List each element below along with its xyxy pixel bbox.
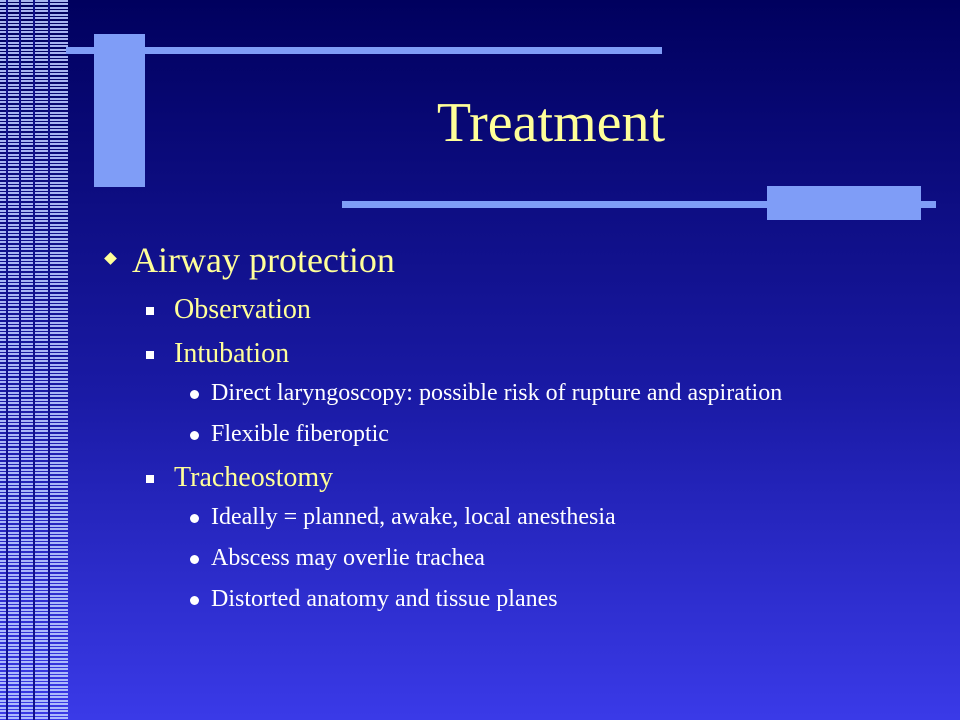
bullet-text: Airway protection xyxy=(132,240,395,280)
bullet-text: Tracheostomy xyxy=(174,462,334,493)
bullet-level3-abscess-overlie xyxy=(100,543,860,573)
top-decorative-block xyxy=(94,34,145,187)
diamond-bullet-icon xyxy=(104,252,117,265)
dot-bullet-icon xyxy=(190,390,199,399)
square-bullet-icon xyxy=(146,307,154,315)
bullet-level2-tracheostomy xyxy=(100,460,860,496)
bullet-level1-airway-protection xyxy=(100,236,860,284)
dot-bullet-icon xyxy=(190,431,199,440)
bullet-level3-distorted-anatomy xyxy=(100,584,860,614)
bullet-text: Direct laryngoscopy: possible risk of rupture and aspiration xyxy=(211,380,783,406)
square-bullet-icon xyxy=(146,475,154,483)
bullet-text: Flexible fiberoptic xyxy=(211,421,389,447)
bullet-text: Distorted anatomy and tissue planes xyxy=(211,586,558,612)
bullet-text: Observation xyxy=(174,294,311,325)
bullet-text: Ideally = planned, awake, local anesthesia xyxy=(211,504,616,530)
bullet-list xyxy=(100,236,860,625)
square-bullet-icon xyxy=(146,351,154,359)
dot-bullet-icon xyxy=(190,555,199,564)
top-decorative-line xyxy=(66,47,662,54)
bottom-decorative-block xyxy=(767,186,921,220)
bullet-level2-observation xyxy=(100,292,860,328)
dot-bullet-icon xyxy=(190,514,199,523)
bullet-level2-intubation xyxy=(100,336,860,372)
bullet-level3-direct-laryngoscopy xyxy=(100,378,860,408)
bullet-text: Intubation xyxy=(174,338,290,369)
slide-title: Treatment xyxy=(436,92,666,154)
bullet-level3-flexible-fiberoptic xyxy=(100,419,860,449)
left-stripe-mask xyxy=(0,0,68,720)
bullet-level3-ideally-planned xyxy=(100,502,860,532)
dot-bullet-icon xyxy=(190,596,199,605)
bullet-text: Abscess may overlie trachea xyxy=(211,545,485,571)
